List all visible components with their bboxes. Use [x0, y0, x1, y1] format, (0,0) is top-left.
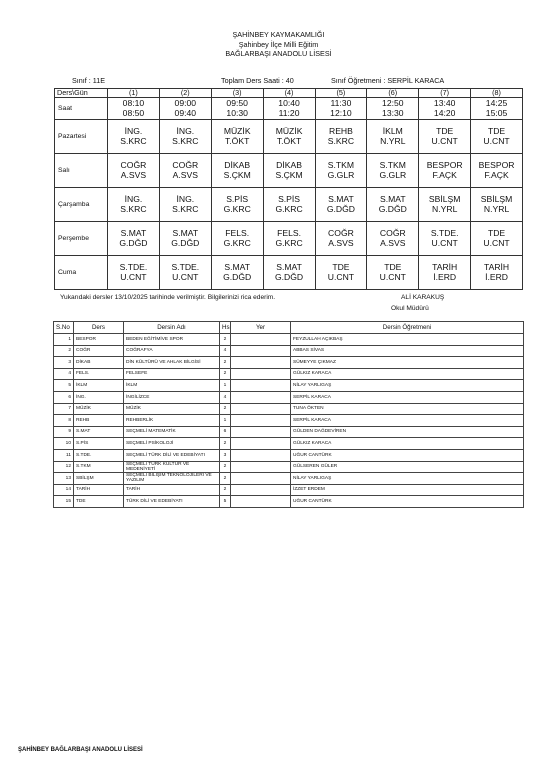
course-name: SEÇMELİ TÜRK DİLİ VE EDEBİYATI [124, 449, 220, 461]
lesson-course: İKLM [382, 125, 403, 136]
lesson-teacher: U.CNT [172, 271, 199, 282]
course-name: İNGİLİZCE [124, 391, 220, 403]
course-no: 15 [54, 496, 74, 508]
lesson-teacher: G.GLR [379, 169, 407, 180]
lesson-cell [367, 120, 419, 154]
lesson-course: İNG. [124, 193, 143, 204]
day-name: Salı [55, 154, 108, 188]
day-name: Pazartesi [55, 120, 108, 154]
lesson-course: S.MAT [328, 193, 354, 204]
lesson-teacher: G.GLR [327, 169, 355, 180]
course-teacher: UĞUR CANTÜRK [291, 496, 524, 508]
course-code: TARİH [74, 484, 124, 496]
lesson-teacher: G.DĞD [171, 237, 200, 248]
weekly-schedule-table [54, 88, 523, 290]
lesson-teacher: İ.ERD [433, 271, 457, 282]
period-time-cell [108, 98, 160, 120]
lesson-cell [159, 222, 211, 256]
lesson-cell [315, 222, 367, 256]
lesson-course: FELS. [277, 227, 301, 238]
course-no: 5 [54, 380, 74, 392]
period-number: (1) [108, 89, 160, 98]
course-name: SEÇMELİ MATEMATİK [124, 426, 220, 438]
lesson-course: S.TDE. [119, 261, 148, 272]
lesson-cell [315, 120, 367, 154]
lesson-cell [159, 120, 211, 154]
period-number-row [55, 89, 523, 98]
course-list-table [53, 321, 524, 508]
lesson-cell [471, 256, 523, 290]
lesson-teacher: U.CNT [483, 135, 510, 146]
course-hours: 1 [220, 380, 231, 392]
lesson-cell [367, 154, 419, 188]
lesson-course: S.TDE. [171, 261, 200, 272]
period-time-cell [367, 98, 419, 120]
course-teacher: İZZET ERDEM [291, 484, 524, 496]
course-room [231, 345, 291, 357]
period-end-time: 15:05 [485, 107, 508, 118]
course-row [54, 391, 524, 403]
lesson-cell [211, 120, 263, 154]
lesson-course: İNG. [176, 193, 195, 204]
course-room [231, 438, 291, 450]
course-room [231, 403, 291, 415]
period-time-cell [159, 98, 211, 120]
lesson-cell [419, 188, 471, 222]
course-name: SEÇMELİ TÜRK KÜLTÜR VE MEDENİYETİ [124, 461, 220, 473]
lesson-cell [471, 154, 523, 188]
lesson-teacher: U.CNT [120, 271, 147, 282]
document-header [0, 30, 557, 59]
course-no: 13 [54, 473, 74, 485]
lesson-course: TARİH [483, 261, 510, 272]
course-room [231, 368, 291, 380]
course-row [54, 496, 524, 508]
course-room [231, 380, 291, 392]
course-no: 11 [54, 449, 74, 461]
lesson-course: İNG. [176, 125, 195, 136]
lesson-cell [159, 154, 211, 188]
period-start-time: 12:50 [382, 97, 404, 108]
period-start-time: 09:00 [174, 97, 197, 108]
course-code: BESPOR [74, 334, 124, 346]
period-number: (5) [315, 89, 367, 98]
lesson-course: DİKAB [224, 159, 251, 170]
period-start-time: 08:10 [122, 97, 145, 108]
lesson-teacher: T.ÖKT [276, 135, 302, 146]
course-code: REHB [74, 415, 124, 427]
course-no: 2 [54, 345, 74, 357]
period-end-time: 13:30 [382, 107, 404, 118]
lesson-course: BESPOR [478, 159, 515, 170]
lesson-course: İNG. [124, 125, 143, 136]
course-name: FELSEFE [124, 368, 220, 380]
lesson-course: MÜZİK [223, 125, 251, 136]
lesson-cell [211, 256, 263, 290]
period-time-cell [211, 98, 263, 120]
period-time-cell [263, 98, 315, 120]
lesson-teacher: G.KRC [223, 237, 251, 248]
course-teacher: NİLAY YARLIGAŞ [291, 380, 524, 392]
signer-name: ALİ KARAKUŞ [401, 294, 445, 301]
course-name: BEDEN EĞİTİMİVE SPOR [124, 334, 220, 346]
course-teacher: GÜLSEREN GÜLER [291, 461, 524, 473]
lesson-teacher: U.CNT [327, 271, 355, 282]
lesson-teacher: N.YRL [380, 135, 406, 146]
lesson-course: TDE [384, 261, 402, 272]
course-name: TARİH [124, 484, 220, 496]
course-hours: 5 [220, 496, 231, 508]
course-room [231, 426, 291, 438]
header-line-2: Şahinbey İlçe Milli Eğitim [238, 39, 319, 49]
header-no: S.No [54, 322, 74, 334]
course-teacher: SÜMEYYE ÇIKMAZ [291, 357, 524, 369]
period-number: (4) [263, 89, 315, 98]
lesson-course: COĞR [172, 159, 199, 170]
course-hours: 6 [220, 426, 231, 438]
lesson-teacher: G.KRC [223, 203, 251, 214]
lesson-cell [471, 222, 523, 256]
course-hours: 2 [220, 368, 231, 380]
lesson-teacher: G.KRC [275, 203, 303, 214]
course-name: SEÇMELİ BİLİŞİM TEKNOLOJİLERİ VE YAZILIM [124, 473, 220, 485]
day-period-corner: Ders\Gün [55, 89, 108, 98]
lesson-teacher: G.KRC [275, 237, 303, 248]
lesson-cell [419, 256, 471, 290]
course-code: S.TKM [74, 461, 124, 473]
lesson-teacher: N.YRL [483, 203, 510, 214]
lesson-teacher: G.DĞD [274, 271, 304, 282]
course-hours: 2 [220, 357, 231, 369]
course-no: 14 [54, 484, 74, 496]
lesson-course: S.TKM [379, 159, 406, 170]
lesson-course: S.MAT [380, 193, 406, 204]
lesson-teacher: A.SVS [328, 237, 354, 248]
lesson-teacher: S.ÇKM [275, 169, 303, 180]
course-row [54, 473, 524, 485]
lesson-cell [315, 256, 367, 290]
lesson-cell [419, 154, 471, 188]
lesson-course: COĞR [379, 227, 406, 238]
course-no: 3 [54, 357, 74, 369]
course-teacher: UĞUR CANTÜRK [291, 449, 524, 461]
course-row [54, 484, 524, 496]
lesson-cell [315, 188, 367, 222]
course-hours: 3 [220, 449, 231, 461]
course-no: 8 [54, 415, 74, 427]
period-end-time: 09:40 [174, 107, 197, 118]
lesson-cell [367, 222, 419, 256]
course-code: S.MAT [74, 426, 124, 438]
lesson-course: TARİH [432, 261, 458, 272]
lesson-course: FELS. [225, 227, 250, 238]
course-row [54, 368, 524, 380]
course-name: MÜZİK [124, 403, 220, 415]
lesson-course: SBİLŞM [428, 193, 461, 204]
course-code: S.PİS [74, 438, 124, 450]
lesson-course: BESPOR [426, 159, 463, 170]
course-row [54, 357, 524, 369]
day-row [55, 256, 523, 290]
lesson-cell [367, 188, 419, 222]
course-room [231, 473, 291, 485]
lesson-teacher: İ.ERD [485, 271, 509, 282]
class-label: Sınıf : 11E [72, 76, 106, 85]
period-end-time: 11:20 [278, 107, 300, 118]
lesson-cell [211, 154, 263, 188]
course-hours: 2 [220, 461, 231, 473]
day-name: Cuma [55, 256, 108, 290]
course-teacher: SERPİL KARACA [291, 415, 524, 427]
course-row [54, 403, 524, 415]
day-name: Çarşamba [55, 188, 108, 222]
lesson-teacher: N.YRL [432, 203, 458, 214]
course-hours: 2 [220, 473, 231, 485]
footer-school-name: ŞAHİNBEY BAĞLARBAŞI ANADOLU LİSESİ [18, 747, 143, 753]
lesson-cell [263, 188, 315, 222]
course-teacher: SERPİL KARACA [291, 391, 524, 403]
lesson-cell [108, 222, 160, 256]
day-row [55, 154, 523, 188]
period-end-time: 10:30 [226, 107, 248, 118]
course-room [231, 461, 291, 473]
lesson-teacher: U.CNT [431, 237, 458, 248]
lesson-course: TDE [487, 227, 506, 238]
course-row [54, 345, 524, 357]
course-room [231, 484, 291, 496]
period-time-cell [315, 98, 367, 120]
lesson-teacher: U.CNT [483, 237, 510, 248]
course-no: 1 [54, 334, 74, 346]
lesson-cell [471, 188, 523, 222]
day-row [55, 120, 523, 154]
lesson-course: S.TDE. [430, 227, 459, 238]
course-row [54, 415, 524, 427]
course-hours: 2 [220, 334, 231, 346]
signer-title: Okul Müdürü [391, 305, 429, 312]
lesson-teacher: A.SVS [172, 169, 198, 180]
lesson-teacher: T.ÖKT [225, 135, 250, 146]
lesson-teacher: S.KRC [327, 135, 355, 146]
course-no: 6 [54, 391, 74, 403]
lesson-teacher: A.SVS [120, 169, 147, 180]
lesson-cell [471, 120, 523, 154]
lesson-teacher: S.KRC [120, 203, 147, 214]
header-teacher: Dersin Öğretmeni [291, 322, 524, 334]
lesson-cell [419, 222, 471, 256]
lesson-teacher: F.AÇK [484, 169, 509, 180]
lesson-cell [159, 188, 211, 222]
course-header-row [54, 322, 524, 334]
lesson-cell [419, 120, 471, 154]
period-start-time: 11:30 [330, 97, 352, 108]
course-row [54, 380, 524, 392]
period-end-time: 08:50 [122, 107, 145, 118]
lesson-cell [315, 154, 367, 188]
course-room [231, 357, 291, 369]
course-hours: 4 [220, 345, 231, 357]
header-room: Yer [231, 322, 291, 334]
lesson-teacher: G.DĞD [378, 203, 407, 214]
course-teacher: ABBAS SİVAS [291, 345, 524, 357]
header-name: Dersin Adı [124, 322, 220, 334]
lesson-teacher: U.CNT [379, 271, 406, 282]
lesson-course: S.PİS [278, 193, 301, 204]
lesson-course: S.MAT [172, 227, 199, 238]
lesson-course: S.MAT [120, 227, 147, 238]
lesson-cell [159, 256, 211, 290]
lesson-cell [211, 188, 263, 222]
course-name: DİN KÜLTÜRÜ VE AHLAK BİLGİSİ [124, 357, 220, 369]
lesson-course: COĞR [328, 227, 354, 238]
class-teacher-label: Sınıf Öğretmeni : SERPİL KARACA [331, 76, 445, 85]
course-name: İKLM [124, 380, 220, 392]
course-row [54, 449, 524, 461]
lesson-cell [263, 120, 315, 154]
period-number: (2) [159, 89, 211, 98]
course-teacher: TUNA ÖKTEN [291, 403, 524, 415]
course-teacher: GÜLKIZ KARACA [291, 438, 524, 450]
course-room [231, 415, 291, 427]
period-time-row [55, 98, 523, 120]
course-row [54, 461, 524, 473]
header-line-3: BAĞLARBAŞI ANADOLU LİSESİ [225, 49, 332, 58]
course-code: İNG. [74, 391, 124, 403]
course-name: COĞRAFYA [124, 345, 220, 357]
day-name: Perşembe [55, 222, 108, 256]
course-no: 10 [54, 438, 74, 450]
course-teacher: NİLAY YARLIGAŞ [291, 473, 524, 485]
course-code: MÜZİK [74, 403, 124, 415]
course-teacher: GÜLKIZ KARACA [291, 368, 524, 380]
course-teacher: GÜLDEN DAĞDEVİREN [291, 426, 524, 438]
lesson-course: TDE [487, 125, 506, 136]
period-number: (7) [419, 89, 471, 98]
course-hours: 1 [220, 415, 231, 427]
course-name: REHBERLİK [124, 415, 220, 427]
header-code: Ders [74, 322, 124, 334]
course-teacher: FEYZULLAH AÇIKBAŞ [291, 334, 524, 346]
total-hours-label: Toplam Ders Saati : 40 [221, 76, 294, 85]
period-number: (3) [211, 89, 263, 98]
course-hours: 2 [220, 403, 231, 415]
period-time-cell [471, 98, 523, 120]
day-row [55, 222, 523, 256]
course-code: COĞR [74, 345, 124, 357]
course-code: TDE [74, 496, 124, 508]
course-hours: 2 [220, 484, 231, 496]
course-room [231, 391, 291, 403]
lesson-teacher: G.DĞD [119, 237, 148, 248]
lesson-course: S.MAT [276, 261, 302, 272]
lesson-cell [211, 222, 263, 256]
period-time-cell [419, 98, 471, 120]
lesson-teacher: G.DĞD [223, 271, 252, 282]
course-name: SEÇMELİ PSİKOLOJİ [124, 438, 220, 450]
lesson-cell [367, 256, 419, 290]
course-code: FELS. [74, 368, 124, 380]
day-row [55, 188, 523, 222]
lesson-cell [108, 188, 160, 222]
header-hours: Hs [220, 322, 231, 334]
period-start-time: 10:40 [278, 97, 300, 108]
lesson-teacher: U.CNT [431, 135, 458, 146]
lesson-cell [108, 154, 160, 188]
course-name: TÜRK DİLİ VE EDEBİYATI [124, 496, 220, 508]
lesson-cell [263, 222, 315, 256]
lesson-teacher: S.ÇKM [223, 169, 251, 180]
course-room [231, 449, 291, 461]
lesson-cell [263, 256, 315, 290]
course-code: SBİLŞM [74, 473, 124, 485]
lesson-teacher: A.SVS [380, 237, 406, 248]
course-room [231, 334, 291, 346]
time-row-label: Saat [55, 98, 108, 120]
period-number: (6) [367, 89, 419, 98]
course-no: 4 [54, 368, 74, 380]
lesson-course: TDE [332, 261, 350, 272]
lesson-course: REHB [328, 125, 353, 136]
lesson-course: DİKAB [276, 159, 302, 170]
lesson-course: COĞR [120, 159, 147, 170]
period-end-time: 14:20 [433, 107, 456, 118]
lesson-course: MÜZİK [275, 125, 303, 136]
lesson-cell [108, 256, 160, 290]
course-row [54, 438, 524, 450]
course-row [54, 334, 524, 346]
lesson-teacher: G.DĞD [326, 203, 356, 214]
lesson-course: SBİLŞM [480, 193, 513, 204]
course-code: İKLM [74, 380, 124, 392]
lesson-course: TDE [436, 125, 454, 136]
period-end-time: 12:10 [330, 107, 352, 118]
lesson-course: S.MAT [224, 261, 250, 272]
course-row [54, 426, 524, 438]
header-line-1: ŞAHİNBEY KAYMAKAMLIĞI [232, 30, 325, 39]
notes-text: Yukarıdaki dersler 13/10/2025 tarihinde verilmiştir. Bilgilerinizi rica ederim. [60, 294, 276, 301]
lesson-teacher: S.KRC [120, 135, 147, 146]
period-start-time: 14:25 [485, 97, 508, 108]
period-number: (8) [471, 89, 523, 98]
course-no: 9 [54, 426, 74, 438]
course-code: S.TDE. [74, 449, 124, 461]
course-room [231, 496, 291, 508]
lesson-teacher: F.AÇK [432, 169, 457, 180]
lesson-cell [263, 154, 315, 188]
course-code: DİKAB [74, 357, 124, 369]
lesson-course: S.PİS [226, 193, 249, 204]
period-start-time: 13:40 [433, 97, 456, 108]
period-start-time: 09:50 [226, 97, 248, 108]
course-hours: 2 [220, 438, 231, 450]
lesson-cell [108, 120, 160, 154]
lesson-course: S.TKM [327, 159, 355, 170]
lesson-teacher: S.KRC [172, 135, 199, 146]
course-no: 7 [54, 403, 74, 415]
lesson-teacher: S.KRC [172, 203, 199, 214]
course-hours: 4 [220, 391, 231, 403]
course-no: 12 [54, 461, 74, 473]
